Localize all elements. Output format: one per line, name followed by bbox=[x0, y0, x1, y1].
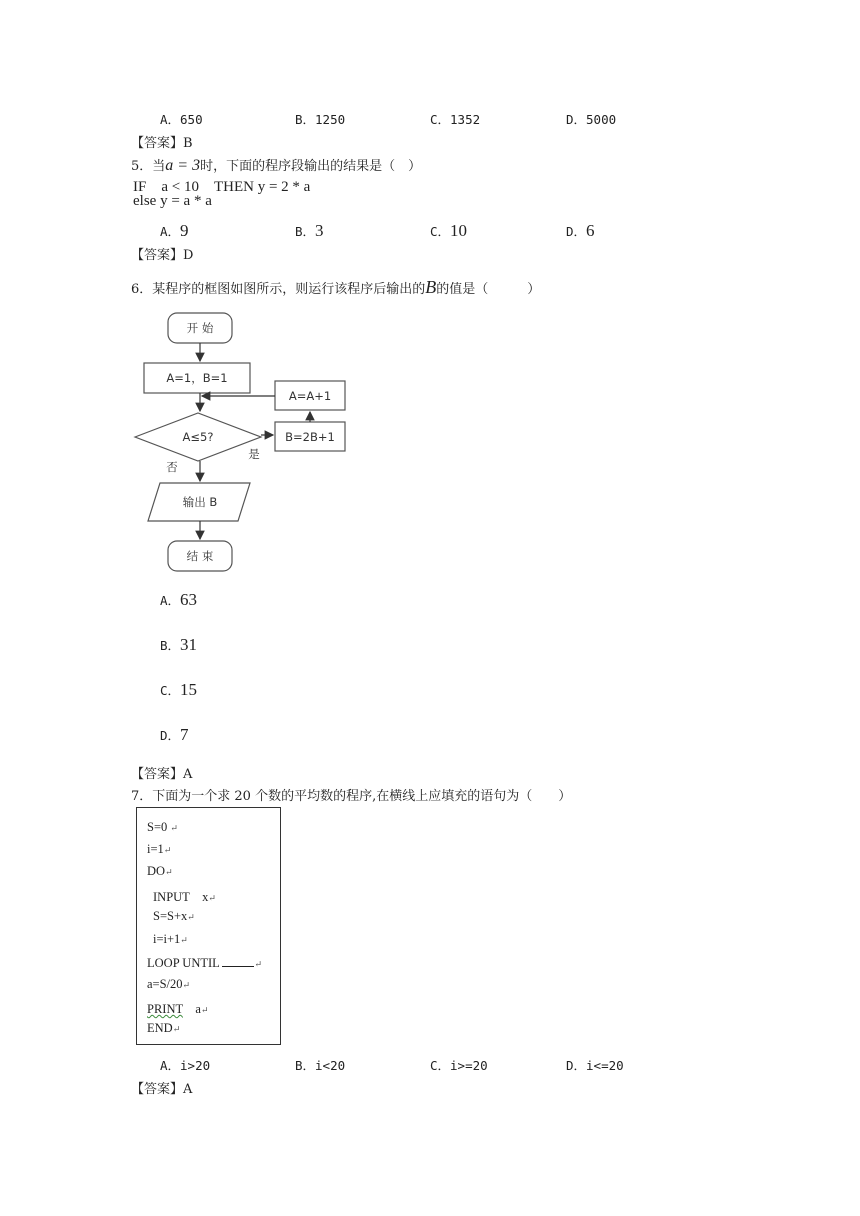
q6-option-d: D．7 bbox=[160, 725, 189, 744]
q5-code-line-1: IF a < 10 THEN y = 2 * a bbox=[133, 179, 311, 195]
fc-end-text: 结 束 bbox=[186, 549, 214, 563]
program-line-4: INPUT x↵ bbox=[153, 890, 216, 904]
q6-option-b: B．31 bbox=[160, 635, 198, 654]
q4-option-d: D．5000 bbox=[566, 112, 617, 127]
program-line-1: S=0 ↵ bbox=[147, 820, 178, 834]
fc-yes-label: 是 bbox=[248, 447, 260, 461]
fc-output-text: 输出 B bbox=[182, 495, 218, 509]
q4-answer: 【答案】B bbox=[131, 136, 193, 151]
q6-option-c: C．15 bbox=[160, 680, 198, 699]
fc-step-b-text: B=2B+1 bbox=[285, 430, 335, 444]
q5-option-c: C．10 bbox=[430, 221, 468, 240]
q4-option-c: C．1352 bbox=[430, 112, 481, 127]
program-line-8: a=S/20↵ bbox=[147, 977, 191, 991]
fc-cond-text: A≤5? bbox=[182, 430, 214, 444]
q7-option-c: C．i>=20 bbox=[430, 1058, 488, 1073]
q4-option-b: B．1250 bbox=[295, 112, 346, 127]
fc-no-label: 否 bbox=[166, 460, 178, 474]
q5-option-a: A．9 bbox=[160, 221, 189, 240]
q7-option-d: D．i<=20 bbox=[566, 1058, 624, 1073]
q6-answer: 【答案】A bbox=[131, 767, 193, 782]
program-line-9: PRINT a↵ bbox=[147, 1002, 209, 1016]
q6-option-a: A．63 bbox=[160, 590, 198, 609]
program-line-2: i=1↵ bbox=[147, 842, 172, 856]
fc-step-a-text: A=A+1 bbox=[288, 389, 332, 403]
q6-stem: 6．某程序的框图如图所示，则运行该程序后输出的B的值是（ ） bbox=[131, 277, 541, 297]
fill-in-blank bbox=[222, 954, 254, 967]
program-line-6: i=i+1↵ bbox=[153, 932, 188, 946]
q6-flowchart bbox=[120, 305, 360, 580]
q5-answer: 【答案】D bbox=[131, 248, 194, 263]
q5-code-line-2: else y = a * a bbox=[133, 193, 212, 209]
q7-answer: 【答案】A bbox=[131, 1082, 193, 1097]
program-line-5: S=S+x↵ bbox=[153, 909, 195, 923]
q5-stem: 5．当a = 3时，下面的程序段输出的结果是（ ） bbox=[131, 157, 422, 174]
program-line-7: LOOP UNTIL ↵ bbox=[147, 956, 262, 970]
program-line-3: DO↵ bbox=[147, 864, 173, 878]
fc-init-text: A=1，B=1 bbox=[166, 371, 228, 385]
q4-option-a: A．650 bbox=[160, 112, 203, 127]
q7-option-a: A．i>20 bbox=[160, 1058, 211, 1073]
q5-option-d: D．6 bbox=[566, 221, 595, 240]
q7-option-b: B．i<20 bbox=[295, 1058, 346, 1073]
q7-program-box bbox=[136, 807, 281, 1045]
q5-option-b: B．3 bbox=[295, 221, 324, 240]
program-line-10: END↵ bbox=[147, 1021, 181, 1035]
fc-start-text: 开 始 bbox=[186, 321, 214, 335]
q7-stem: 7．下面为一个求 20 个数的平均数的程序,在横线上应填充的语句为（ ） bbox=[131, 789, 572, 804]
